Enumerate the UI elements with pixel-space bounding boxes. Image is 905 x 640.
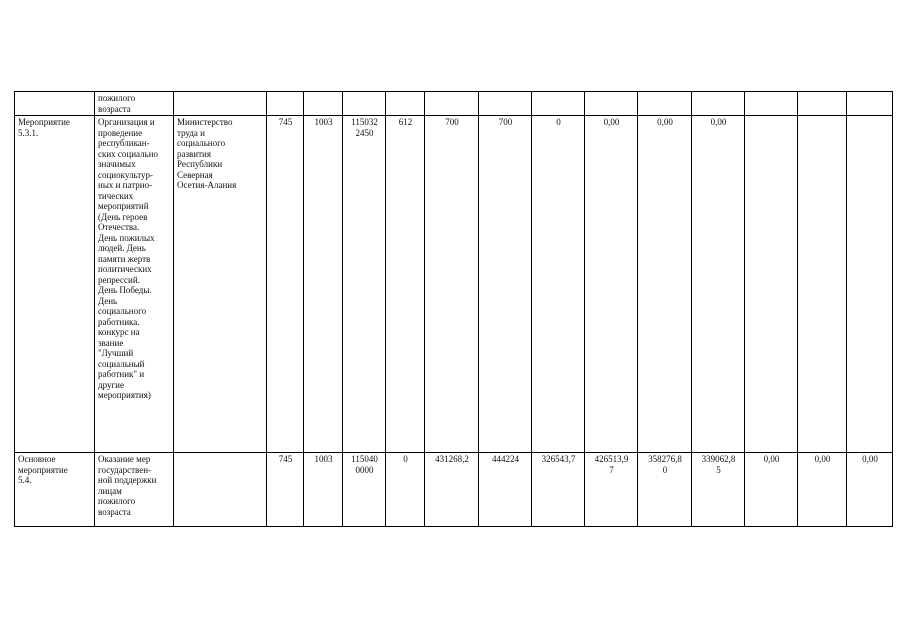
cell-value-2: 444224 xyxy=(479,453,532,527)
cell-description: Организация и проведение республикан- ских социально значимых социокультур- ных и патрио- тических мероприятий (День героев Отечества. День пожилых людей. День памяти жертв политических репрессий. День Победы. День социального работника. конкурс на звание "Лучший социальный работник" и другие мероприятия) xyxy=(95,116,174,453)
cell-value-1: 700 xyxy=(425,116,479,453)
cell-value-7 xyxy=(745,92,798,116)
cell-value-7: 0,00 xyxy=(745,453,798,527)
cell-csr xyxy=(343,92,386,116)
table-row xyxy=(15,92,893,116)
cell-vr: 612 xyxy=(386,116,425,453)
cell-grbs: 745 xyxy=(267,453,304,527)
cell-value-6: 339062,8 5 xyxy=(692,453,745,527)
cell-grbs xyxy=(267,92,304,116)
cell-value-8 xyxy=(798,116,847,453)
cell-rzpr: 1003 xyxy=(304,453,343,527)
cell-name: Мероприятие 5.3.1. xyxy=(15,116,95,453)
cell-csr: 115040 0000 xyxy=(343,453,386,527)
cell-value-1: 431268,2 xyxy=(425,453,479,527)
table-row xyxy=(15,453,893,527)
cell-value-3: 0 xyxy=(532,116,585,453)
cell-value-2: 700 xyxy=(479,116,532,453)
cell-name xyxy=(15,92,95,116)
cell-executor xyxy=(174,453,267,527)
cell-value-5: 0,00 xyxy=(638,116,692,453)
cell-value-6 xyxy=(692,92,745,116)
cell-vr: 0 xyxy=(386,453,425,527)
cell-value-1 xyxy=(425,92,479,116)
cell-executor: Министерство труда и социального развития Республики Северная Осетия-Алания xyxy=(174,116,267,453)
cell-value-3: 326543,7 xyxy=(532,453,585,527)
table-row xyxy=(15,116,893,453)
cell-value-8: 0,00 xyxy=(798,453,847,527)
cell-value-3 xyxy=(532,92,585,116)
cell-value-8 xyxy=(798,92,847,116)
cell-executor xyxy=(174,92,267,116)
cell-value-9: 0,00 xyxy=(847,453,893,527)
cell-description: Оказание мер государствен- ной поддержки лицам пожилого возраста xyxy=(95,453,174,527)
cell-rzpr xyxy=(304,92,343,116)
budget-table xyxy=(14,91,893,527)
cell-vr xyxy=(386,92,425,116)
cell-value-2 xyxy=(479,92,532,116)
cell-value-9 xyxy=(847,116,893,453)
cell-value-4: 0,00 xyxy=(585,116,638,453)
cell-name: Основное мероприятие 5.4. xyxy=(15,453,95,527)
cell-value-6: 0,00 xyxy=(692,116,745,453)
cell-rzpr: 1003 xyxy=(304,116,343,453)
cell-value-4 xyxy=(585,92,638,116)
cell-value-5: 358276,8 0 xyxy=(638,453,692,527)
cell-value-7 xyxy=(745,116,798,453)
cell-value-9 xyxy=(847,92,893,116)
cell-grbs: 745 xyxy=(267,116,304,453)
cell-value-4: 426513,9 7 xyxy=(585,453,638,527)
cell-value-5 xyxy=(638,92,692,116)
cell-description: пожилого возраста xyxy=(95,92,174,116)
cell-csr: 115032 2450 xyxy=(343,116,386,453)
